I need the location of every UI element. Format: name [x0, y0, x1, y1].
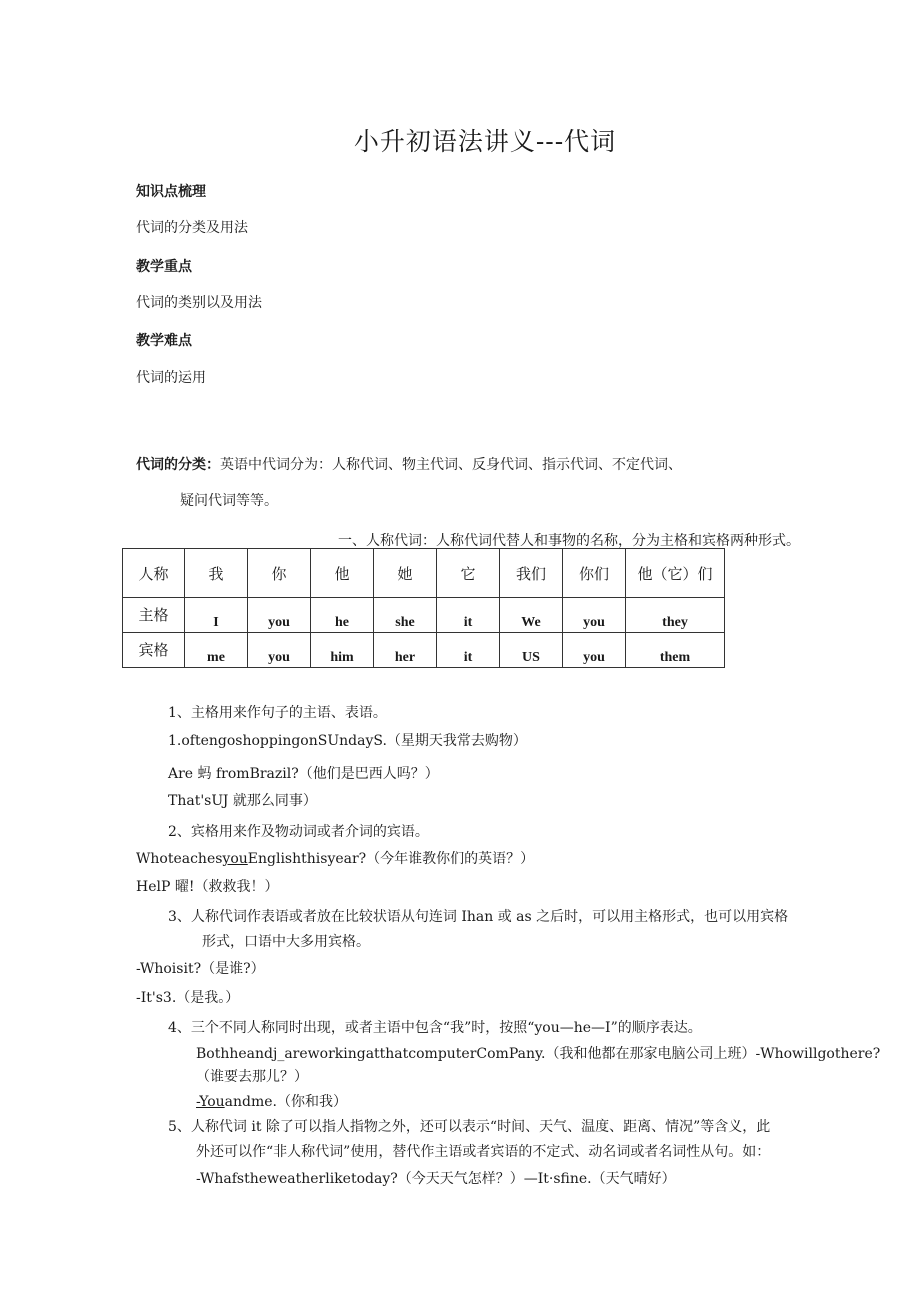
- example-text: Englishthisyear?（今年谁教你们的英语？）: [247, 851, 535, 867]
- point-1-example-1: 1.oftengoshoppingonSUndayS.（星期天我常去购物）: [168, 733, 527, 749]
- point-2-example-2: HelP 曜!（救救我！）: [136, 879, 279, 895]
- table-cell: 他（它）们: [626, 549, 725, 598]
- classification-line: [136, 454, 682, 474]
- example-text: Whoteaches: [136, 851, 223, 867]
- table-cell: her: [374, 633, 437, 668]
- classification-line2: 疑问代词等等。: [180, 493, 278, 509]
- example-underlined: you: [222, 851, 248, 867]
- table-cell: 你: [248, 549, 311, 598]
- table-cell: 它: [437, 549, 500, 598]
- point-2-example-1: [136, 848, 534, 868]
- table-cell: you: [563, 598, 626, 633]
- table-cell: I: [185, 598, 248, 633]
- point-3-example-2: -It's3.（是我。）: [136, 990, 240, 1006]
- table-cell: they: [626, 598, 725, 633]
- table-cell: you: [563, 633, 626, 668]
- table-cell: 我们: [500, 549, 563, 598]
- point-2: 2、宾格用来作及物动词或者介词的宾语。: [168, 824, 429, 840]
- point-1-example-3: That'sUJ 就那么同事）: [168, 793, 317, 809]
- section-heading-difficulty: 教学难点: [136, 333, 192, 349]
- table-cell: 你们: [563, 549, 626, 598]
- table-cell: you: [248, 598, 311, 633]
- point-1-example-2: Are 蚂 fromBrazil?（他们是巴西人吗？）: [168, 766, 439, 782]
- table-cell: it: [437, 633, 500, 668]
- point-3-line-1: 3、人称代词作表语或者放在比较状语从句连词 Ihan 或 as 之后时，可以用主格形式，也可以用宾格: [168, 909, 789, 925]
- table-cell: it: [437, 598, 500, 633]
- section-text-knowledge: 代词的分类及用法: [136, 220, 248, 236]
- section-heading-focus: 教学重点: [136, 259, 192, 275]
- table-row-object: [123, 633, 725, 668]
- point-5-example-1: -Whafstheweatherliketoday?（今天天气怎样？）—It·sfine.（天气晴好）: [196, 1171, 676, 1187]
- point-5-line-2: 外还可以作“非人称代词”使用，替代作主语或者宾语的不定式、动名词或者名词性从句。如：: [196, 1144, 771, 1160]
- table-cell: you: [248, 633, 311, 668]
- point-3-example-1: -Whoisit?（是谁?）: [136, 961, 265, 977]
- section-heading-knowledge: 知识点梳理: [136, 184, 206, 200]
- table-cell: 宾格: [123, 633, 185, 668]
- point-3-line-2: 形式，口语中大多用宾格。: [202, 934, 370, 950]
- point-1: 1、主格用来作句子的主语、表语。: [168, 705, 387, 721]
- table-cell: 他: [311, 549, 374, 598]
- table-cell: them: [626, 633, 725, 668]
- table-cell: US: [500, 633, 563, 668]
- classification-text: 英语中代词分为：人称代词、物主代词、反身代词、指示代词、不定代词、: [220, 457, 682, 473]
- point-5-line-1: 5、人称代词 it 除了可以指人指物之外，还可以表示“时间、天气、温度、距离、情况”等含义，此: [168, 1119, 771, 1135]
- table-cell: him: [311, 633, 374, 668]
- table-cell: 她: [374, 549, 437, 598]
- example-text: andme.（你和我）: [224, 1094, 348, 1110]
- section-text-difficulty: 代词的运用: [136, 370, 206, 386]
- page-title: 小升初语法讲义---代词: [353, 127, 617, 156]
- example-underlined: -You: [196, 1094, 225, 1110]
- section-text-focus: 代词的类别以及用法: [136, 295, 262, 311]
- table-cell: 人称: [123, 549, 185, 598]
- point-4-example-2: （谁要去那儿？）: [196, 1069, 308, 1085]
- classification-label: 代词的分类：: [136, 457, 220, 473]
- point-4-example-3: [196, 1091, 347, 1111]
- table-cell: me: [185, 633, 248, 668]
- table-cell: 我: [185, 549, 248, 598]
- table-cell: she: [374, 598, 437, 633]
- table-cell: he: [311, 598, 374, 633]
- table-cell: 主格: [123, 598, 185, 633]
- table-cell: We: [500, 598, 563, 633]
- personal-pronoun-intro: 一、人称代词：人称代词代替人和事物的名称，分为主格和宾格两种形式。: [338, 533, 800, 549]
- point-4: 4、三个不同人称同时出现，或者主语中包含“我”时，按照“you—he—I”的顺序表达。: [168, 1020, 702, 1036]
- table-row-subject: [123, 598, 725, 633]
- point-4-example-1: Bothheandj_areworkingatthatcomputerComPany.（我和他都在那家电脑公司上班）-Whowillgothere?: [196, 1046, 881, 1062]
- table-header-row: [123, 549, 725, 598]
- pronoun-table: [122, 548, 725, 668]
